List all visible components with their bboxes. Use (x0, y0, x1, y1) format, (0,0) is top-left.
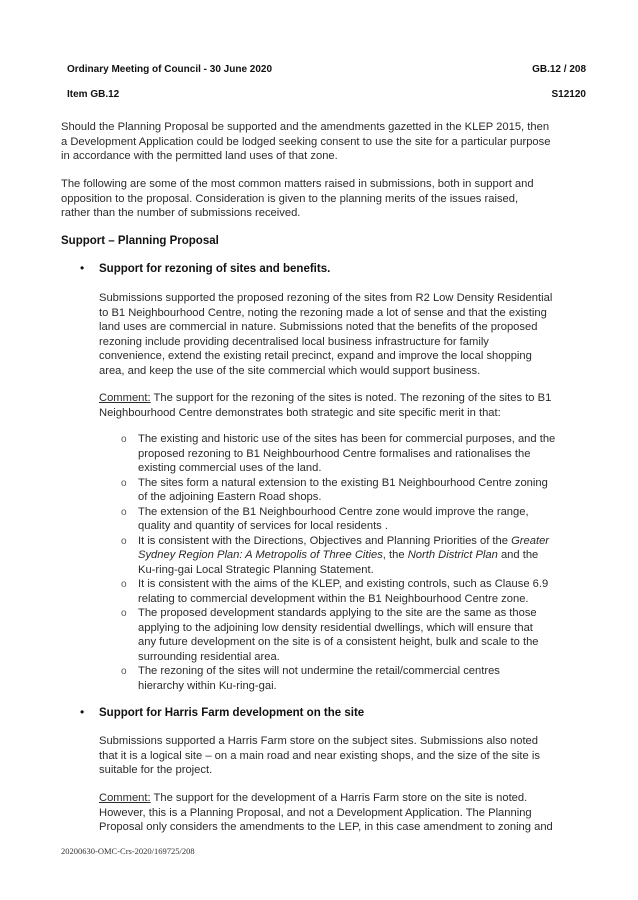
text-segment: The rezoning of the sites will not undermine the retail/commercial centres (138, 665, 500, 677)
comment-text: Neighbourhood Centre demonstrates both strategic and site specific merit in that: (99, 406, 501, 419)
text-line (138, 519, 529, 534)
text-line (99, 806, 553, 821)
italic-title: North District Plan (407, 549, 498, 561)
bullet-marker: • (80, 705, 85, 719)
text-line (138, 577, 548, 592)
sub-bullet-marker: o (121, 666, 127, 677)
text-line: that it is a logical site – on a main road and near existing shops, and the size of the site is (99, 749, 540, 762)
comment-label: Comment: (99, 792, 151, 804)
text-line (138, 635, 539, 650)
text-line (99, 820, 553, 835)
text-line (138, 664, 500, 679)
comment-text: Proposal only considers the amendments to the LEP, in this case amendment to zoning and (99, 821, 553, 833)
sub-bullet-item (138, 606, 539, 664)
text-line (138, 490, 548, 505)
text-line (138, 505, 529, 520)
text-line: suitable for the project. (99, 764, 213, 776)
sub-bullet-marker: o (121, 477, 127, 489)
text-line (138, 548, 549, 563)
bullet-paragraph (99, 291, 552, 378)
text-line (138, 650, 539, 665)
text-segment: It is consistent with the Directions, Objectives and Planning Priorities of the (138, 534, 512, 547)
text-segment: relating to commercial development within the B1 Neighbourhood Centre zone. (138, 592, 529, 605)
sub-bullet-item (138, 432, 555, 476)
text-segment: proposed rezoning to B1 Neighbourhood Centre formalises and rationalises the (138, 447, 531, 460)
text-segment: of the adjoining Eastern Road shops. (138, 491, 322, 503)
section-heading: Support – Planning Proposal (61, 235, 219, 247)
sub-bullet-marker: o (121, 608, 127, 619)
document-footer-reference: 20200630-OMC-Crs-2020/169725/208 (61, 846, 195, 856)
text-line: area, and keep the use of the site commercial which would support business. (99, 364, 481, 377)
text-line: Should the Planning Proposal be supported and the amendments gazetted in the KLEP 2015, then (61, 121, 550, 133)
text-line (138, 563, 549, 578)
bullet-marker: • (80, 261, 85, 275)
text-line: a Development Application could be lodged seeking consent to use the site for a particular purpose (61, 135, 551, 148)
text-line: rezoning include providing decentralised local business infrastructure for family (99, 335, 489, 348)
text-segment: quality and quantity of services for local residents . (138, 520, 388, 532)
sub-bullet-item (138, 664, 500, 693)
sub-bullet-marker: o (121, 579, 127, 590)
text-line: to B1 Neighbourhood Centre, noting the rezoning made a lot of sense and that the existing (99, 306, 547, 319)
text-line (138, 432, 555, 447)
item-number: Item GB.12 (67, 89, 120, 100)
text-line: opposition to the proposal. Consideration is given to the planning merits of the issues raised, (61, 192, 519, 205)
text-line (99, 406, 551, 421)
comment-paragraph (99, 791, 553, 835)
text-segment: The proposed development standards applying to the site are the same as those (138, 607, 537, 619)
italic-title: Greater (511, 534, 550, 547)
text-segment: applying to the adjoining low density residential dwellings, which will ensure that (138, 621, 533, 634)
meeting-title: Ordinary Meeting of Council - 30 June 2020 (67, 64, 273, 75)
sub-bullet-marker: o (121, 535, 127, 547)
comment-text: The support for the rezoning of the sites is noted. The rezoning of the sites to B1 (150, 392, 552, 404)
bullet-heading: Support for rezoning of sites and benefits. (99, 263, 331, 275)
text-line: rather than the number of submissions received. (61, 207, 301, 219)
text-line (138, 592, 548, 607)
text-segment: any future development on the site is of a consistent height, bulk and scale to the (138, 636, 539, 648)
item-code: S12120 (551, 89, 586, 100)
text-line: Submissions supported a Harris Farm store on the subject sites. Submissions also noted (99, 735, 539, 747)
text-line (138, 679, 500, 694)
text-line: The following are some of the most common matters raised in submissions, both in support and (61, 178, 534, 190)
text-line: Submissions supported the proposed rezoning of the sites from R2 Low Density Residential (99, 292, 553, 304)
text-line (138, 461, 555, 476)
comment-paragraph (99, 391, 551, 420)
text-segment: Ku-ring-gai Local Strategic Planning Statement. (138, 563, 374, 576)
intro-paragraph (61, 120, 550, 164)
text-segment: surrounding residential area. (138, 650, 280, 663)
page-reference: GB.12 / 208 (532, 64, 586, 75)
text-line (138, 606, 539, 621)
text-line: convenience, extend the existing retail precinct, expand and improve the local shopping (99, 350, 532, 362)
text-segment: existing commercial uses of the land. (138, 462, 322, 474)
text-segment: , the (382, 549, 408, 561)
text-line (99, 391, 551, 406)
text-line (138, 476, 548, 491)
comment-text: However, this is a Planning Proposal, and not a Development Application. The Planning (99, 806, 532, 819)
sub-bullet-item (138, 505, 529, 534)
text-line (138, 534, 549, 549)
text-line: land uses are commercial in nature. Submissions noted that the benefits of the proposed (99, 321, 538, 333)
text-line (99, 791, 553, 806)
sub-bullet-marker: o (121, 506, 127, 518)
text-segment: and the (497, 549, 539, 561)
sub-bullet-marker: o (121, 434, 127, 445)
bullet-heading: Support for Harris Farm development on the site (99, 707, 365, 719)
text-segment: The extension of the B1 Neighbourhood Centre zone would improve the range, (138, 505, 529, 518)
text-segment: The existing and historic use of the sites has been for commercial purposes, and the (138, 433, 556, 445)
sub-bullet-item (138, 534, 549, 578)
sub-bullet-item (138, 476, 548, 505)
text-line (138, 621, 539, 636)
text-segment: hierarchy within Ku-ring-gai. (138, 679, 277, 692)
text-line: in accordance with the permitted land uses of that zone. (61, 150, 338, 162)
italic-title: Sydney Region Plan: A Metropolis of Three Cities (138, 549, 383, 561)
text-segment: It is consistent with the aims of the KLEP, and existing controls, such as Clause 6.9 (138, 578, 549, 590)
bullet-paragraph (99, 734, 540, 778)
comment-label: Comment: (99, 392, 151, 404)
comment-text: The support for the development of a Harris Farm store on the site is noted. (150, 792, 528, 804)
text-segment: The sites form a natural extension to the existing B1 Neighbourhood Centre zoning (138, 476, 548, 489)
sub-bullet-item (138, 577, 548, 606)
text-line (138, 447, 555, 462)
intro-paragraph (61, 177, 534, 221)
